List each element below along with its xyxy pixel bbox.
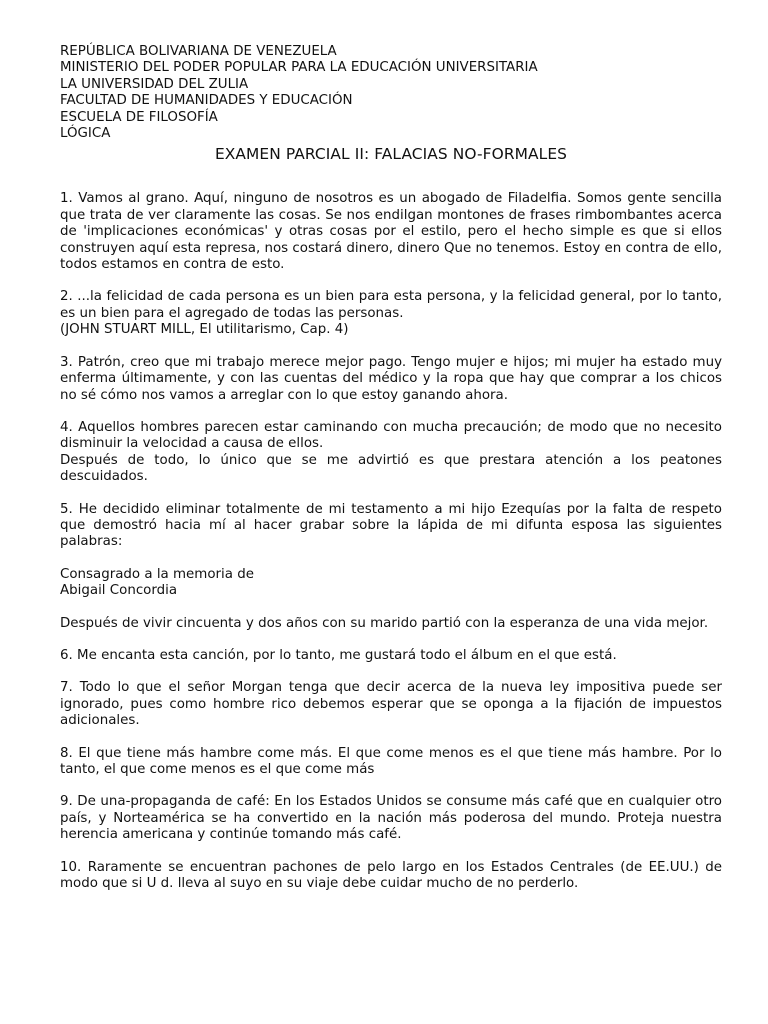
question-3 — [60, 355, 722, 404]
question-4-text-a: 4. Aquellos hombres parecen estar caminando con mucha precaución; de modo que no necesito disminuir la velocidad a causa de ellos. — [60, 419, 722, 452]
epitaph-line-1: Consagrado a la memoria de — [60, 566, 254, 582]
question-10-text: 10. Raramente se encuentran pachones de pelo largo en los Estados Centrales (de EE.UU.) de modo que si U d. lleva al suyo en su viaje debe cuidar mucho de no perderlo. — [60, 859, 722, 892]
question-10 — [60, 860, 722, 893]
question-2-source: (JOHN STUART MILL, El utilitarismo, Cap. 4) — [60, 322, 349, 338]
question-7 — [60, 680, 722, 729]
question-5-intro: 5. He decidido eliminar totalmente de mi testamento a mi hijo Ezequías por la falta de respeto que demostró hacia mí al hacer grabar sobre la lápida de mi difunta esposa las siguientes palabras: — [60, 501, 722, 550]
header-line-faculty: FACULTAD DE HUMANIDADES Y EDUCACIÓN — [60, 93, 353, 109]
exam-title: EXAMEN PARCIAL II: FALACIAS NO-FORMALES — [214, 145, 568, 164]
question-7-text: 7. Todo lo que el señor Morgan tenga que decir acerca de la nueva ley impositiva puede ser ignorado, pues como hombre rico debemos esperar que se oponga a la fijación de impuestos adicionales. — [60, 680, 722, 729]
document-page — [60, 44, 722, 908]
header-line-university: LA UNIVERSIDAD DEL ZULIA — [60, 76, 249, 92]
question-8-text: 8. El que tiene más hambre come más. El que come menos es el que tiene más hambre. Por lo tanto, el que come menos es el que come más — [60, 745, 722, 777]
question-1 — [60, 191, 722, 273]
question-3-text: 3. Patrón, creo que mi trabajo merece mejor pago. Tengo mujer e hijos; mi mujer ha estado muy enferma últimamente, y con las cuentas del médico y la ropa que hay que comprar a los chicos no sé cómo nos vamos a arreglar con lo que estoy ganando ahora. — [60, 354, 722, 403]
question-5-epitaph — [60, 567, 722, 600]
epitaph-line-3: Después de vivir cincuenta y dos años con su marido partió con la esperanza de una vida mejor. — [60, 615, 709, 631]
question-6-text: 6. Me encanta esta canción, por lo tanto, me gustará todo el álbum en el que está. — [60, 647, 617, 663]
question-4 — [60, 420, 722, 486]
question-list — [60, 191, 722, 892]
institution-header — [60, 44, 722, 142]
question-2-text: 2. ...la felicidad de cada persona es un bien para esta persona, y la felicidad general, por lo tanto, es un bien para el agregado de todas las personas. — [60, 289, 722, 321]
question-5 — [60, 502, 722, 551]
header-line-course: LÓGICA — [60, 126, 111, 142]
question-5-epitaph-continued — [60, 616, 722, 632]
question-6 — [60, 648, 722, 664]
question-9-text: 9. De una-propaganda de café: En los Estados Unidos se consume más café que en cualquier otro país, y Norteamérica se ha convertido en la nación más poderosa del mundo. Proteja nuestra herencia americana y continúe tomando más café. — [60, 794, 722, 843]
question-9 — [60, 794, 722, 843]
question-4-text-b: Después de todo, lo único que se me advirtió es que prestara atención a los peatones descuidados. — [60, 452, 722, 485]
header-line-school: ESCUELA DE FILOSOFÍA — [60, 109, 218, 125]
question-8 — [60, 746, 722, 779]
header-line-country: REPÚBLICA BOLIVARIANA DE VENEZUELA — [60, 44, 337, 59]
question-1-text: 1. Vamos al grano. Aquí, ninguno de nosotros es un abogado de Filadelfia. Somos gente sencilla que trata de ver claramente las cosas. Se nos endilgan montones de frases rimbombantes acerca de 'implicaciones económicas' y otras cosas por el estilo, pero el hecho simple es que si ellos construyen aquí esta represa, nos costará dinero, dinero Que no tenemos. Estoy en contra de ello, todos estamos en contra de esto. — [60, 191, 722, 273]
epitaph-line-2: Abigail Concordia — [60, 583, 178, 599]
question-2 — [60, 289, 722, 338]
header-line-ministry: MINISTERIO DEL PODER POPULAR PARA LA EDUCACIÓN UNIVERSITARIA — [60, 60, 538, 76]
